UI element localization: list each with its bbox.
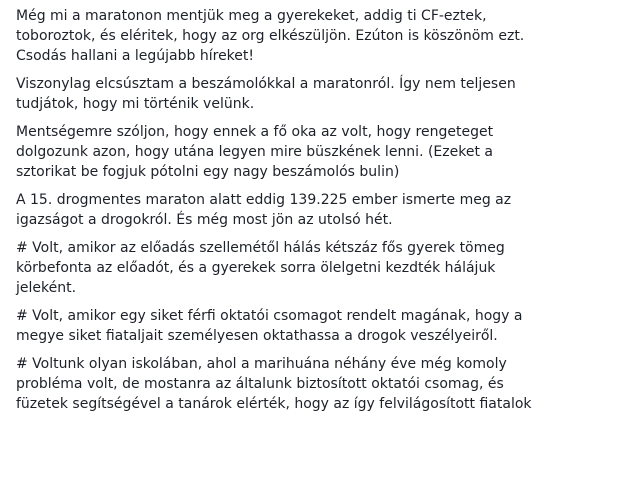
post-body <box>16 6 632 414</box>
post-paragraph-7: # Voltunk olyan iskolában, ahol a marihuána néhány éve még komoly probléma volt, de mostanra az általunk biztosított oktatói csomag, és füzetek segítségével a tanárok elérték, hogy az így felvilágosított fiatalok <box>16 356 532 412</box>
post-paragraph-4: A 15. drogmentes maraton alatt eddig 139.225 ember ismerte meg az igazságot a drogokról. És még most jön az utolsó hét. <box>16 192 512 228</box>
post-paragraph-3: Mentségemre szóljon, hogy ennek a fő oka az volt, hogy rengeteget dolgozunk azon, hogy utána legyen mire büszkének lenni. (Ezeket a sztorikat be fogjuk pótolni egy nagy beszámolós bulin) <box>16 124 494 180</box>
post-paragraph-2: Viszonylag elcsúsztam a beszámolókkal a maratonról. Így nem teljesen tudjátok, hogy mi történik velünk. <box>16 76 516 112</box>
post-paragraph-6: # Volt, amikor egy siket férfi oktatói csomagot rendelt magának, hogy a megye siket fiataljait személyesen oktathassa a drogok veszélyeiről. <box>16 308 523 344</box>
post-paragraph-5: # Volt, amikor az előadás szellemétől hálás kétszáz fős gyerek tömeg körbefonta az előadót, és a gyerekek sorra ölelgetni kezdték hálájuk jeleként. <box>16 240 505 296</box>
post-paragraph-1: Még mi a maratonon mentjük meg a gyerekeket, addig ti CF-eztek, toboroztok, és eléritek, hogy az org elkészüljön. Ezúton is köszönöm ezt. Csodás hallani a legújabb híreket! <box>16 8 525 64</box>
